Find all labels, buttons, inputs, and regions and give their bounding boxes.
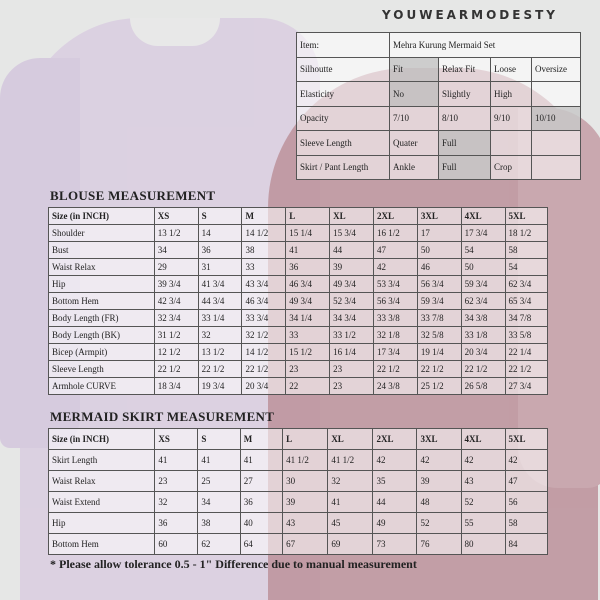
spec-row <box>297 155 581 180</box>
spec-value: 7/10 <box>390 106 439 131</box>
spec-value: Full <box>439 131 491 156</box>
measurement-cell: 14 1/2 <box>242 344 286 361</box>
table-row <box>49 492 548 513</box>
spec-value: Slightly <box>439 82 491 107</box>
measurement-cell: 44 3/4 <box>198 293 242 310</box>
measurement-cell: 73 <box>373 534 417 555</box>
measurement-cell: 47 <box>505 471 547 492</box>
column-header: L <box>283 429 328 450</box>
measurement-cell: 32 <box>155 492 198 513</box>
measurement-cell: 20 3/4 <box>461 344 505 361</box>
measurement-cell: 20 3/4 <box>242 378 286 395</box>
measurement-cell: 31 <box>198 259 242 276</box>
table-row <box>49 293 548 310</box>
measurement-cell: 23 <box>330 361 374 378</box>
spec-row <box>297 82 581 107</box>
table-row <box>49 242 548 259</box>
spec-value: Loose <box>491 57 532 82</box>
measurement-cell: 39 3/4 <box>154 276 198 293</box>
table-row <box>49 310 548 327</box>
measurement-cell: 32 1/8 <box>373 327 417 344</box>
measurement-cell: 58 <box>505 513 547 534</box>
spec-value: Oversize <box>532 57 581 82</box>
column-header: Size (in INCH) <box>49 429 155 450</box>
measurement-cell: 22 1/2 <box>198 361 242 378</box>
measurement-cell: 34 1/4 <box>286 310 330 327</box>
table-row <box>49 361 548 378</box>
column-header: XL <box>330 208 374 225</box>
column-header: XS <box>154 208 198 225</box>
measurement-cell: 60 <box>155 534 198 555</box>
tolerance-note: * Please allow tolerance 0.5 - 1" Difference due to manual measurement <box>50 557 417 571</box>
table-row <box>49 327 548 344</box>
measurement-cell: 41 <box>155 450 198 471</box>
measurement-cell: 40 <box>240 513 282 534</box>
measurement-cell: 39 <box>283 492 328 513</box>
measurement-cell: 32 <box>198 327 242 344</box>
measurement-cell: 38 <box>198 513 240 534</box>
measurement-cell: 56 3/4 <box>373 293 417 310</box>
measurement-cell: 33 5/8 <box>505 327 547 344</box>
measurement-cell: 17 <box>417 225 461 242</box>
measurement-cell: 50 <box>417 242 461 259</box>
measurement-cell: 36 <box>198 242 242 259</box>
measurement-cell: 52 3/4 <box>330 293 374 310</box>
measurement-cell: 34 3/8 <box>461 310 505 327</box>
measurement-cell: 32 1/2 <box>242 327 286 344</box>
measurement-cell: 52 <box>417 513 461 534</box>
row-label: Bottom Hem <box>49 534 155 555</box>
column-header: 2XL <box>373 208 417 225</box>
measurement-cell: 38 <box>242 242 286 259</box>
brand-name: YOUWEARMODESTY <box>382 8 558 22</box>
table-row <box>49 450 548 471</box>
measurement-cell: 16 1/2 <box>373 225 417 242</box>
measurement-cell: 15 3/4 <box>330 225 374 242</box>
product-spec-table <box>296 32 581 180</box>
measurement-cell: 22 1/2 <box>154 361 198 378</box>
table-row <box>49 259 548 276</box>
measurement-cell: 44 <box>373 492 417 513</box>
spec-value: Fit <box>390 57 439 82</box>
measurement-cell: 29 <box>154 259 198 276</box>
column-header: 5XL <box>505 429 547 450</box>
measurement-cell: 22 1/2 <box>505 361 547 378</box>
measurement-cell: 49 3/4 <box>330 276 374 293</box>
measurement-cell: 41 <box>328 492 373 513</box>
measurement-cell: 22 1/2 <box>242 361 286 378</box>
measurement-cell: 80 <box>461 534 505 555</box>
measurement-cell: 22 <box>286 378 330 395</box>
measurement-cell: 67 <box>283 534 328 555</box>
measurement-cell: 42 3/4 <box>154 293 198 310</box>
measurement-cell: 30 <box>283 471 328 492</box>
column-header: M <box>240 429 282 450</box>
measurement-cell: 42 <box>505 450 547 471</box>
row-label: Bust <box>49 242 155 259</box>
measurement-cell: 50 <box>461 259 505 276</box>
measurement-cell: 18 1/2 <box>505 225 547 242</box>
row-label: Waist Relax <box>49 471 155 492</box>
skirt-title: MERMAID SKIRT MEASUREMENT <box>50 409 275 424</box>
measurement-cell: 47 <box>373 242 417 259</box>
measurement-cell: 14 1/2 <box>242 225 286 242</box>
spec-label: Elasticity <box>297 82 390 107</box>
measurement-cell: 64 <box>240 534 282 555</box>
measurement-cell: 17 3/4 <box>461 225 505 242</box>
measurement-cell: 22 1/4 <box>505 344 547 361</box>
row-label: Skirt Length <box>49 450 155 471</box>
column-header: S <box>198 208 242 225</box>
measurement-cell: 32 3/4 <box>154 310 198 327</box>
spec-value: Quater <box>390 131 439 156</box>
measurement-cell: 62 <box>198 534 240 555</box>
measurement-cell: 58 <box>505 242 547 259</box>
measurement-cell: 46 3/4 <box>286 276 330 293</box>
measurement-cell: 69 <box>328 534 373 555</box>
measurement-cell: 42 <box>417 450 461 471</box>
row-label: Bicep (Armpit) <box>49 344 155 361</box>
measurement-cell: 35 <box>373 471 417 492</box>
row-label: Sleeve Length <box>49 361 155 378</box>
measurement-cell: 36 <box>155 513 198 534</box>
measurement-cell: 19 1/4 <box>417 344 461 361</box>
measurement-cell: 55 <box>461 513 505 534</box>
table-header-row <box>49 208 548 225</box>
measurement-cell: 25 1/2 <box>417 378 461 395</box>
measurement-cell: 23 <box>155 471 198 492</box>
measurement-cell: 33 7/8 <box>417 310 461 327</box>
measurement-cell: 33 <box>286 327 330 344</box>
spec-value: 10/10 <box>532 106 581 131</box>
spec-label: Skirt / Pant Length <box>297 155 390 180</box>
column-header: XL <box>328 429 373 450</box>
column-header: XS <box>155 429 198 450</box>
measurement-cell: 24 3/8 <box>373 378 417 395</box>
measurement-cell: 34 3/4 <box>330 310 374 327</box>
spec-label: Silhoutte <box>297 57 390 82</box>
measurement-cell: 43 <box>461 471 505 492</box>
column-header: 5XL <box>505 208 547 225</box>
measurement-cell: 46 3/4 <box>242 293 286 310</box>
measurement-cell: 62 3/4 <box>461 293 505 310</box>
measurement-cell: 39 <box>417 471 461 492</box>
measurement-cell: 33 3/4 <box>242 310 286 327</box>
measurement-cell: 18 3/4 <box>154 378 198 395</box>
measurement-cell: 42 <box>373 450 417 471</box>
measurement-cell: 27 <box>240 471 282 492</box>
row-label: Waist Extend <box>49 492 155 513</box>
measurement-cell: 41 <box>198 450 240 471</box>
measurement-cell: 25 <box>198 471 240 492</box>
column-header: 4XL <box>461 429 505 450</box>
spec-row <box>297 57 581 82</box>
measurement-cell: 22 1/2 <box>461 361 505 378</box>
spec-value <box>491 131 532 156</box>
row-label: Body Length (FR) <box>49 310 155 327</box>
measurement-cell: 59 3/4 <box>417 293 461 310</box>
measurement-cell: 22 1/2 <box>417 361 461 378</box>
row-label: Body Length (BK) <box>49 327 155 344</box>
measurement-cell: 56 <box>505 492 547 513</box>
column-header: 3XL <box>417 429 461 450</box>
measurement-cell: 65 3/4 <box>505 293 547 310</box>
table-row <box>49 513 548 534</box>
table-row <box>49 471 548 492</box>
measurement-cell: 12 1/2 <box>154 344 198 361</box>
measurement-cell: 33 3/8 <box>373 310 417 327</box>
table-row <box>49 534 548 555</box>
column-header: 2XL <box>373 429 417 450</box>
measurement-cell: 34 <box>154 242 198 259</box>
measurement-cell: 52 <box>461 492 505 513</box>
spec-value: 8/10 <box>439 106 491 131</box>
measurement-cell: 76 <box>417 534 461 555</box>
measurement-cell: 41 1/2 <box>283 450 328 471</box>
measurement-cell: 32 5/8 <box>417 327 461 344</box>
spec-value: Crop <box>491 155 532 180</box>
column-header: 3XL <box>417 208 461 225</box>
measurement-cell: 59 3/4 <box>461 276 505 293</box>
measurement-cell: 34 7/8 <box>505 310 547 327</box>
spec-label: Sleeve Length <box>297 131 390 156</box>
spec-row <box>297 33 581 58</box>
measurement-cell: 14 <box>198 225 242 242</box>
measurement-cell: 23 <box>286 361 330 378</box>
spec-row <box>297 131 581 156</box>
measurement-cell: 36 <box>240 492 282 513</box>
spec-value: Relax Fit <box>439 57 491 82</box>
row-label: Armhole CURVE <box>49 378 155 395</box>
measurement-cell: 26 5/8 <box>461 378 505 395</box>
column-header: L <box>286 208 330 225</box>
measurement-cell: 45 <box>328 513 373 534</box>
table-row <box>49 378 548 395</box>
measurement-cell: 42 <box>461 450 505 471</box>
measurement-cell: 62 3/4 <box>505 276 547 293</box>
measurement-cell: 31 1/2 <box>154 327 198 344</box>
measurement-cell: 48 <box>417 492 461 513</box>
measurement-cell: 34 <box>198 492 240 513</box>
measurement-cell: 41 3/4 <box>198 276 242 293</box>
column-header: 4XL <box>461 208 505 225</box>
spec-label: Opacity <box>297 106 390 131</box>
measurement-cell: 43 <box>283 513 328 534</box>
measurement-cell: 53 3/4 <box>373 276 417 293</box>
table-row <box>49 276 548 293</box>
measurement-cell: 16 1/4 <box>330 344 374 361</box>
skirt-measurement-table <box>48 428 548 555</box>
row-label: Shoulder <box>49 225 155 242</box>
measurement-cell: 41 <box>240 450 282 471</box>
measurement-cell: 42 <box>373 259 417 276</box>
measurement-cell: 13 1/2 <box>198 344 242 361</box>
blouse-title: BLOUSE MEASUREMENT <box>50 188 216 203</box>
column-header: S <box>198 429 240 450</box>
column-header: Size (in INCH) <box>49 208 155 225</box>
row-label: Waist Relax <box>49 259 155 276</box>
row-label: Hip <box>49 513 155 534</box>
spec-value <box>532 155 581 180</box>
measurement-cell: 33 1/4 <box>198 310 242 327</box>
measurement-cell: 54 <box>505 259 547 276</box>
measurement-cell: 13 1/2 <box>154 225 198 242</box>
spec-value: High <box>491 82 532 107</box>
measurement-cell: 32 <box>328 471 373 492</box>
measurement-cell: 33 <box>242 259 286 276</box>
measurement-cell: 33 1/2 <box>330 327 374 344</box>
measurement-cell: 56 3/4 <box>417 276 461 293</box>
measurement-cell: 54 <box>461 242 505 259</box>
measurement-cell: 41 <box>286 242 330 259</box>
spec-value: Ankle <box>390 155 439 180</box>
measurement-cell: 43 3/4 <box>242 276 286 293</box>
measurement-cell: 15 1/4 <box>286 225 330 242</box>
measurement-cell: 41 1/2 <box>328 450 373 471</box>
spec-value <box>532 131 581 156</box>
measurement-cell: 39 <box>330 259 374 276</box>
row-label: Bottom Hem <box>49 293 155 310</box>
measurement-cell: 22 1/2 <box>373 361 417 378</box>
measurement-cell: 46 <box>417 259 461 276</box>
measurement-cell: 23 <box>330 378 374 395</box>
spec-row <box>297 106 581 131</box>
blouse-measurement-table <box>48 207 548 395</box>
spec-value: 9/10 <box>491 106 532 131</box>
spec-value <box>532 82 581 107</box>
measurement-cell: 49 3/4 <box>286 293 330 310</box>
measurement-cell: 15 1/2 <box>286 344 330 361</box>
table-header-row <box>49 429 548 450</box>
spec-label: Item: <box>297 33 390 58</box>
table-row <box>49 225 548 242</box>
measurement-cell: 17 3/4 <box>373 344 417 361</box>
measurement-cell: 44 <box>330 242 374 259</box>
spec-value: No <box>390 82 439 107</box>
table-row <box>49 344 548 361</box>
measurement-cell: 36 <box>286 259 330 276</box>
row-label: Hip <box>49 276 155 293</box>
measurement-cell: 19 3/4 <box>198 378 242 395</box>
measurement-cell: 27 3/4 <box>505 378 547 395</box>
measurement-cell: 33 1/8 <box>461 327 505 344</box>
spec-value: Mehra Kurung Mermaid Set <box>390 33 581 58</box>
column-header: M <box>242 208 286 225</box>
measurement-cell: 84 <box>505 534 547 555</box>
measurement-cell: 49 <box>373 513 417 534</box>
spec-value: Full <box>439 155 491 180</box>
